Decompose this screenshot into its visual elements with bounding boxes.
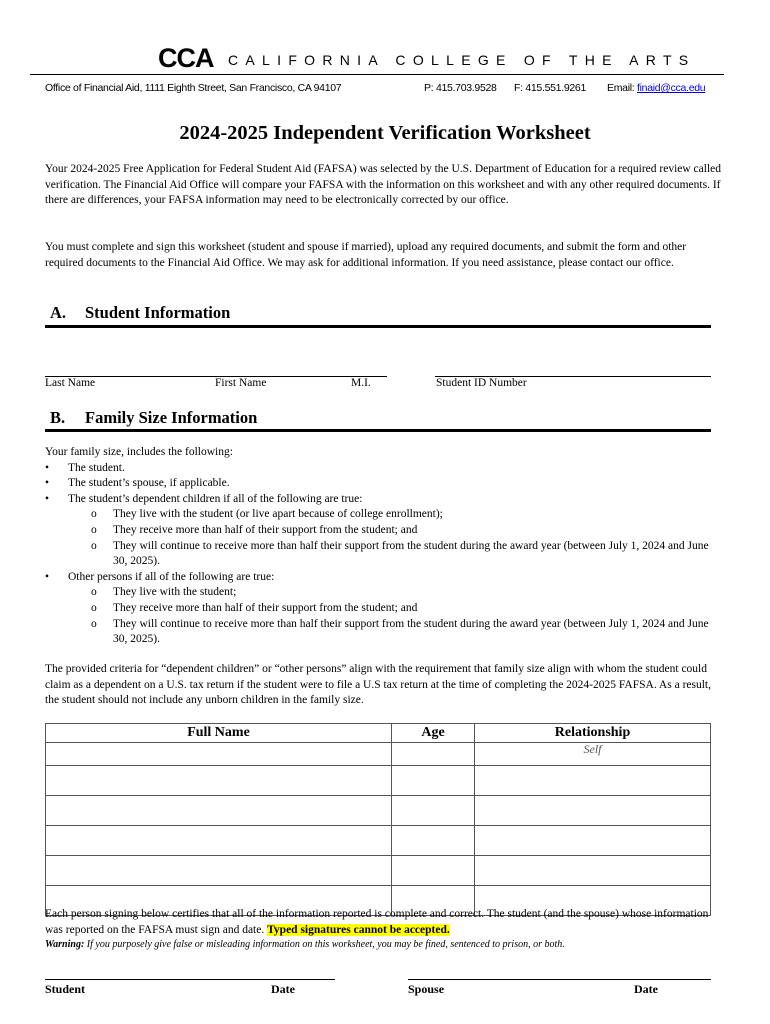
- student-id-label: Student ID Number: [436, 377, 527, 389]
- first-name-label: First Name: [215, 377, 267, 389]
- spouse-date-label: Date: [634, 982, 658, 996]
- table-row: [46, 766, 711, 796]
- college-name: CALIFORNIA COLLEGE OF THE ARTS: [228, 52, 696, 68]
- certification-body: Each person signing below certifies that all of the information reported is complete and correct. The student (and the spouse) whose information was reported on the FAFSA must sign and date.: [45, 908, 709, 936]
- full-name-cell[interactable]: [46, 826, 392, 856]
- full-name-cell[interactable]: [46, 856, 392, 886]
- table-header-row: [46, 724, 711, 743]
- warning-label: Warning:: [45, 939, 85, 950]
- relationship-cell: Self: [475, 743, 711, 766]
- criteria-note: The provided criteria for “dependent children” or “other persons” align with the requirement that family size align with whom the student could claim as a dependent on a U.S. tax return if the student were to file a U.S tax return at the time of completing the 2024-2025 FAFSA. As a result, the student should not include any unborn children in the family size.: [45, 663, 711, 707]
- cca-logo-mark: CCA: [158, 43, 214, 73]
- intro-paragraph-2: You must complete and sign this worksheet (student and spouse if married), upload any required documents, and submit the form and other required documents to the Financial Aid Office. We may ask for additional information. If you need assistance, please contact our office.: [45, 241, 687, 269]
- list-item: [45, 570, 735, 586]
- warning-text: [45, 938, 565, 951]
- age-cell[interactable]: [392, 796, 475, 826]
- intro-paragraph-1: Your 2024-2025 Free Application for Federal Student Aid (FAFSA) was selected by the U.S. Department of Education for a required review called verification. The Financial Aid Office will compare your FAFSA with the information on this worksheet and with any other required documents. If there are differences, your FAFSA information may need to be electronically corrected by our office.: [45, 163, 722, 207]
- bullet-icon: •: [45, 492, 50, 505]
- section-a-letter: A.: [50, 303, 67, 322]
- list-item-text: Other persons if all of the following are true:: [68, 570, 275, 583]
- table-row: [46, 826, 711, 856]
- sub-list-item: [45, 539, 720, 570]
- section-b-rule: [45, 429, 711, 432]
- sub-list-item-text: They will continue to receive more than half their support from the student during the award year (between July 1, 2024 and June 30, 2025).: [113, 617, 709, 646]
- sub-list-item-text: They live with the student;: [113, 586, 237, 599]
- relationship-cell[interactable]: [475, 856, 711, 886]
- sub-list-item-text: They will continue to receive more than half their support from the student during the award year (between July 1, 2024 and June 30, 2025).: [113, 539, 709, 568]
- office-fax: F: 415.551.9261: [514, 82, 586, 94]
- sub-list-item-text: They receive more than half of their support from the student; and: [113, 523, 418, 536]
- office-phone: P: 415.703.9528: [424, 82, 497, 94]
- sub-list-item: [45, 617, 720, 648]
- circle-bullet-icon: o: [91, 523, 97, 536]
- circle-bullet-icon: o: [91, 508, 97, 521]
- spouse-signature-line[interactable]: [408, 979, 711, 980]
- col-header-age: Age: [392, 724, 475, 743]
- age-cell[interactable]: [392, 856, 475, 886]
- section-b-letter: B.: [50, 408, 66, 427]
- student-signature-line[interactable]: [45, 979, 335, 980]
- list-item: [45, 476, 735, 492]
- sub-list-item: [45, 585, 720, 601]
- page-title: 2024-2025 Independent Verification Worksheet: [179, 122, 591, 144]
- full-name-cell[interactable]: [46, 743, 392, 766]
- section-a-rule: [45, 325, 711, 328]
- sub-list-item-text: They live with the student (or live apart because of college enrollment);: [113, 508, 443, 521]
- sub-list-item: [45, 523, 720, 539]
- warning-body: If you purposely give false or misleading information on this worksheet, you may be fined, sentenced to prison, or both.: [84, 939, 565, 950]
- age-cell[interactable]: [392, 743, 475, 766]
- col-header-full-name: Full Name: [46, 724, 392, 743]
- list-item-text: The student’s dependent children if all of the following are true:: [68, 492, 363, 505]
- relationship-cell[interactable]: [475, 766, 711, 796]
- list-item: [45, 492, 735, 508]
- age-cell[interactable]: [392, 766, 475, 796]
- sub-list-item: [45, 507, 720, 523]
- family-size-list: [45, 445, 735, 648]
- circle-bullet-icon: o: [91, 601, 97, 614]
- student-date-label: Date: [271, 982, 295, 996]
- age-cell[interactable]: [392, 826, 475, 856]
- circle-bullet-icon: o: [91, 617, 97, 630]
- list-item-text: The student.: [68, 461, 125, 474]
- bullet-icon: •: [45, 461, 50, 474]
- header-divider: [30, 74, 724, 75]
- table-row: [46, 856, 711, 886]
- section-b-heading: [50, 408, 257, 428]
- office-email: [607, 82, 705, 95]
- sub-list-item-text: They receive more than half of their support from the student; and: [113, 601, 418, 614]
- col-header-relationship: Relationship: [475, 724, 711, 743]
- full-name-cell[interactable]: [46, 796, 392, 826]
- relationship-cell[interactable]: [475, 796, 711, 826]
- section-a-title: Student Information: [85, 303, 231, 322]
- spouse-signature-label: Spouse: [408, 982, 445, 996]
- last-name-label: Last Name: [45, 377, 96, 389]
- list-item: [45, 461, 735, 477]
- sub-list-item: [45, 601, 720, 617]
- circle-bullet-icon: o: [91, 586, 97, 599]
- family-size-lead: Your family size, includes the following:: [45, 446, 233, 458]
- family-members-table: [45, 723, 711, 916]
- table-row: [46, 796, 711, 826]
- certification-text: [45, 907, 725, 938]
- section-b-title: Family Size Information: [85, 408, 258, 427]
- circle-bullet-icon: o: [91, 539, 97, 552]
- office-address: Office of Financial Aid, 1111 Eighth Street, San Francisco, CA 94107: [45, 82, 342, 94]
- typed-signature-notice: Typed signatures cannot be accepted.: [267, 923, 450, 936]
- bullet-icon: •: [45, 570, 50, 583]
- email-link[interactable]: finaid@cca.edu: [637, 82, 706, 94]
- full-name-cell[interactable]: [46, 766, 392, 796]
- student-signature-label: Student: [45, 982, 86, 996]
- mi-label: M.I.: [351, 377, 371, 389]
- table-row: [46, 743, 711, 766]
- email-label: Email:: [607, 82, 637, 94]
- relationship-cell[interactable]: [475, 826, 711, 856]
- bullet-icon: •: [45, 477, 50, 490]
- section-a-heading: [50, 303, 230, 323]
- list-item-text: The student’s spouse, if applicable.: [68, 477, 230, 490]
